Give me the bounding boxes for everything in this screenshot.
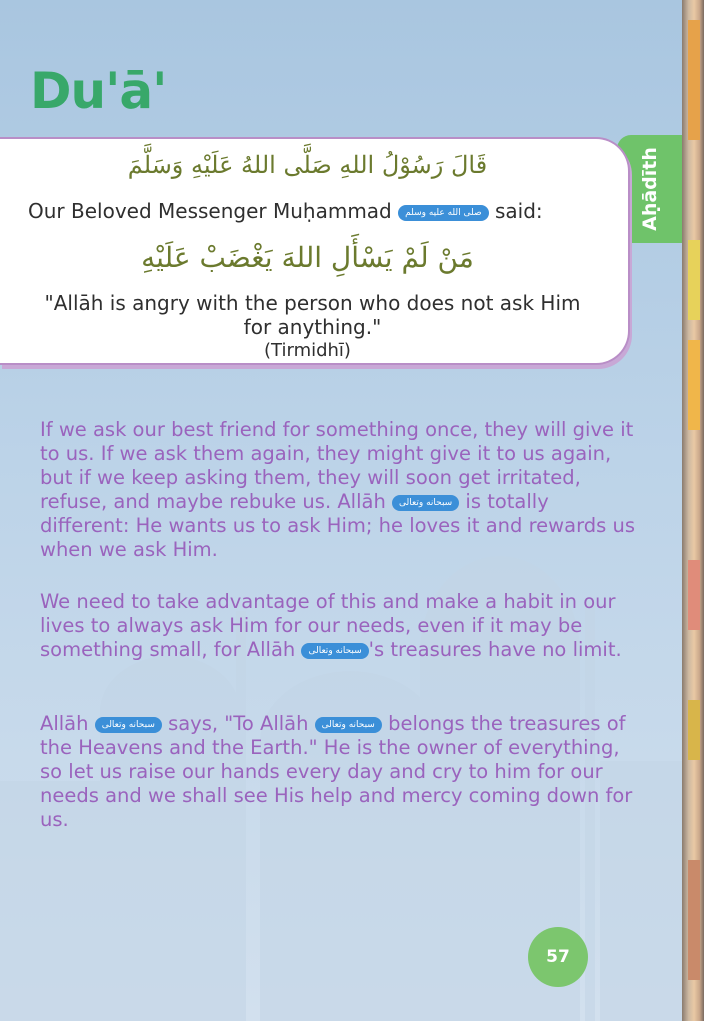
paragraph-2-text-a: We need to take advantage of this and make a habit in our lives to always ask Him for our needs, even if it may be something small, for Allāh: [40, 590, 616, 661]
paragraph-1: [40, 418, 640, 562]
paragraph-3-text-a: Allāh: [40, 712, 89, 735]
hadith-card: [0, 137, 630, 365]
arabic-narration-header: قَالَ رَسُوْلُ اللهِ صَلَّى اللهُ عَلَيْهِ وَسَلَّمَ: [127, 151, 488, 179]
page-title: Du'ā': [30, 62, 167, 120]
allah-honorific-badge: سبحانه وتعالى: [315, 717, 382, 733]
translation-line-2: for anything.": [243, 315, 382, 339]
hadith-intro: [28, 199, 618, 223]
paragraph-3-text-b: says, "To Allāh: [168, 712, 309, 735]
paragraph-2: [40, 590, 640, 662]
paragraph-2-text-b: 's treasures have no limit.: [368, 638, 622, 661]
section-tab-label: Aḥādīth: [638, 147, 661, 231]
paragraph-1-text-b: is totally different: He wants us to ask Him; he loves it and rewards us when we ask Him.: [40, 490, 635, 561]
allah-honorific-badge: سبحانه وتعالى: [301, 643, 368, 659]
arabic-hadith-text: مَنْ لَمْ يَسْأَلِ اللهَ يَغْضَبْ عَلَيْهِ: [141, 241, 474, 274]
translation-line-1: "Allāh is angry with the person who does not ask Him: [44, 291, 581, 315]
hadith-translation: [10, 291, 615, 339]
intro-said: said:: [494, 199, 543, 223]
book-page-edges: [682, 0, 704, 1021]
paragraph-3-text-c: belongs the treasures of the Heavens and the Earth." He is the owner of everything, so let us raise our hands every day and cry to him for our needs and we shall see His help and mercy coming down for us.: [40, 712, 633, 831]
paragraph-3: [40, 712, 640, 832]
page-number-badge: 57: [528, 927, 588, 987]
paragraph-1-text-a: If we ask our best friend for something once, they will give it to us. If we ask them again, they might give it to us again, but if we keep asking them, they will soon get irritated, refuse, and maybe rebuke us. Allāh: [40, 418, 634, 513]
allah-honorific-badge: سبحانه وتعالى: [95, 717, 162, 733]
hadith-source: (Tirmidhī): [264, 340, 351, 361]
prophet-honorific-badge: صلى الله عليه وسلم: [398, 205, 489, 221]
allah-honorific-badge: سبحانه وتعالى: [392, 495, 459, 511]
intro-text: Our Beloved Messenger Muḥammad: [28, 199, 392, 223]
